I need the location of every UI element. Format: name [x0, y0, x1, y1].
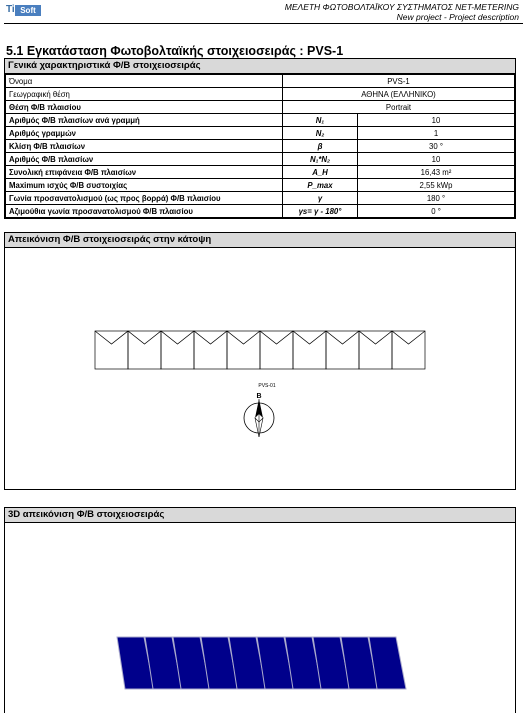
view-3d-drawing — [5, 523, 515, 715]
row-value: ΑΘΗΝΑ (ΕΛΛΗΝΙΚΟ) — [283, 88, 515, 101]
plan-view-heading: Απεικόνιση Φ/Β στοιχειοσειράς στην κάτοψη — [5, 233, 515, 248]
row-value: 2,55 kWp — [358, 179, 515, 192]
row-value: 1 — [358, 127, 515, 140]
table-row — [6, 114, 515, 127]
row-symbol: P_max — [283, 179, 358, 192]
logo — [6, 4, 42, 17]
pv-panel-plan — [326, 331, 359, 369]
document-subtitle: New project - Project description — [396, 12, 519, 22]
row-label: Αριθμός γραμμών — [6, 127, 283, 140]
row-symbol: N₁ — [283, 114, 358, 127]
row-label: Όνομα — [6, 75, 283, 88]
header-divider — [4, 23, 523, 24]
row-label: Αριθμός Φ/Β πλαισίων ανά γραμμή — [6, 114, 283, 127]
logo-prefix: Ti — [6, 4, 15, 15]
document-header — [285, 2, 519, 22]
table-row — [6, 153, 515, 166]
pv-panel-plan — [128, 331, 161, 369]
parameters-table — [5, 74, 515, 218]
row-value: 10 — [358, 114, 515, 127]
row-value: PVS-1 — [283, 75, 515, 88]
plan-view-panel — [4, 232, 516, 490]
table-row — [6, 127, 515, 140]
row-label: Maximum ισχύς Φ/Β συστοιχίας — [6, 179, 283, 192]
table-row — [6, 101, 515, 114]
table-row — [6, 179, 515, 192]
table-row — [6, 166, 515, 179]
row-value: Portrait — [283, 101, 515, 114]
plan-view-drawing — [5, 247, 515, 489]
pv-panel-plan — [359, 331, 392, 369]
compass-icon — [244, 393, 274, 437]
row-symbol: N₁*N₂ — [283, 153, 358, 166]
view-3d-panel — [4, 507, 516, 713]
row-label: Αζιμούθια γωνία προσανατολισμού Φ/Β πλαισίου — [6, 205, 283, 218]
row-value: 10 — [358, 153, 515, 166]
pv-panel-plan — [227, 331, 260, 369]
array-label: PVS-01 — [258, 383, 276, 389]
row-label: Θέση Φ/Β πλαισίου — [6, 101, 283, 114]
document-title: ΜΕΛΕΤΗ ΦΩΤΟΒΟΛΤΑΪΚΟΥ ΣΥΣΤΗΜΑΤΟΣ NET-METERING — [284, 2, 519, 12]
pv-panel-plan — [194, 331, 227, 369]
table-row — [6, 205, 515, 218]
row-label: Κλίση Φ/Β πλαισίων — [6, 140, 283, 153]
pv-array-3d — [117, 637, 406, 689]
table-row — [6, 75, 515, 88]
pv-panel-plan — [95, 331, 128, 369]
row-label: Γεωγραφική θέση — [6, 88, 283, 101]
pv-panel-plan — [161, 331, 194, 369]
row-symbol: N₂ — [283, 127, 358, 140]
table-row — [6, 88, 515, 101]
row-symbol: β — [283, 140, 358, 153]
row-symbol: γs= γ - 180° — [283, 205, 358, 218]
table-row — [6, 192, 515, 205]
row-label: Αριθμός Φ/Β πλαισίων — [6, 153, 283, 166]
view-3d-heading: 3D απεικόνιση Φ/Β στοιχειοσειράς — [5, 508, 515, 523]
row-label: Συνολική επιφάνεια Φ/Β πλαισίων — [6, 166, 283, 179]
row-symbol: A_H — [283, 166, 358, 179]
general-characteristics-heading: Γενικά χαρακτηριστικά Φ/Β στοιχειοσειράς — [5, 59, 515, 74]
row-label: Γωνία προσανατολισμού (ως προς βορρά) Φ/Β πλαισίου — [6, 192, 283, 205]
compass-letter: B — [256, 393, 262, 400]
section-title: 5.1 Εγκατάσταση Φωτοβολταϊκής στοιχειοσειράς : PVS-1 — [6, 44, 344, 58]
pv-array-plan — [95, 331, 425, 369]
row-value: 180 ° — [358, 192, 515, 205]
row-value: 16,43 m² — [358, 166, 515, 179]
row-value: 30 ° — [358, 140, 515, 153]
general-characteristics-panel — [4, 58, 516, 219]
pv-panel-plan — [392, 331, 425, 369]
pv-panel-plan — [293, 331, 326, 369]
pv-panel-plan — [260, 331, 293, 369]
row-symbol: γ — [283, 192, 358, 205]
table-row — [6, 140, 515, 153]
logo-brand: Soft — [15, 5, 41, 16]
row-value: 0 ° — [358, 205, 515, 218]
